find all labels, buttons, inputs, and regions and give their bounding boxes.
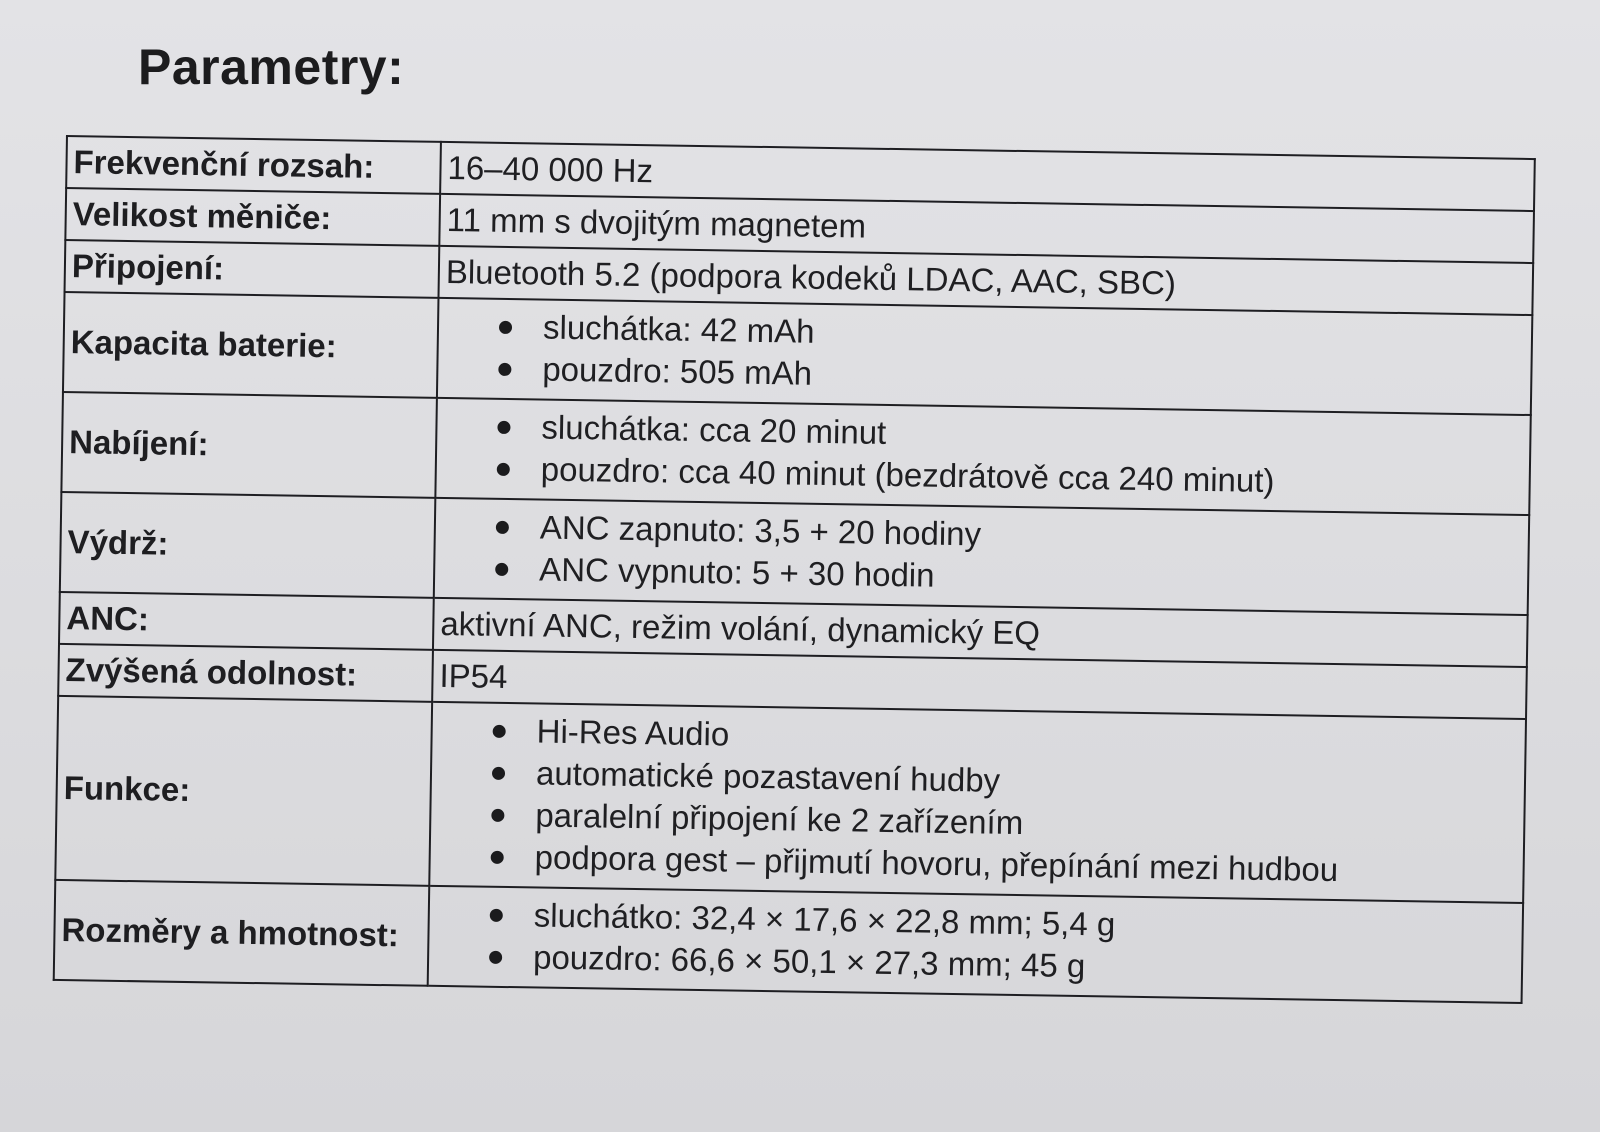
table-row-features (55, 696, 1526, 903)
page-title: Parametry: (138, 39, 405, 95)
row-label: Kapacita baterie: (63, 292, 439, 398)
list-item: automatické pozastavení hudby (536, 752, 1519, 809)
row-label: Zvýšená odolnost: (58, 644, 433, 702)
bullet-list (435, 887, 1516, 1002)
list-item: sluchátko: 32,4 × 17,6 × 22,8 mm; 5,4 g (533, 894, 1516, 951)
row-label: Frekvenční rozsah: (66, 136, 441, 194)
row-label: Výdrž: (60, 492, 436, 598)
row-value (429, 702, 1526, 903)
list-item: sluchátka: cca 20 minut (541, 407, 1524, 464)
row-label: Připojení: (65, 240, 440, 298)
bullet-list (436, 703, 1519, 902)
list-item: pouzdro: cca 40 minut (bezdrátově cca 240 minut) (540, 449, 1523, 506)
row-value (437, 298, 1532, 415)
row-label: Funkce: (55, 696, 432, 886)
list-item: pouzdro: 66,6 × 50,1 × 27,3 mm; 45 g (533, 936, 1516, 993)
row-value: Bluetooth 5.2 (podpora kodeků LDAC, AAC, SBC) (438, 246, 1533, 315)
list-item: Hi-Res Audio (536, 710, 1519, 767)
parameters-table (53, 135, 1536, 1004)
bullet-list (442, 399, 1523, 514)
row-value: 11 mm s dvojitým magnetem (439, 194, 1534, 263)
bullet-list (444, 299, 1525, 414)
list-item: ANC vypnuto: 5 + 30 hodin (539, 548, 1522, 605)
list-item: podpora gest – přijmutí hovoru, přepínání mezi hudbou (534, 836, 1517, 893)
list-item: paralelní připojení ke 2 zařízením (535, 794, 1518, 851)
row-label: Velikost měniče: (65, 188, 440, 246)
row-value (435, 398, 1530, 515)
row-label: ANC: (59, 592, 434, 650)
row-value (428, 886, 1523, 1003)
row-label: Rozměry a hmotnost: (54, 880, 430, 986)
list-item: ANC zapnuto: 3,5 + 20 hodiny (540, 506, 1523, 563)
row-value: IP54 (432, 650, 1527, 719)
row-label: Nabíjení: (61, 392, 437, 498)
list-item: pouzdro: 505 mAh (542, 349, 1525, 406)
list-item: sluchátka: 42 mAh (543, 307, 1526, 364)
row-value: aktivní ANC, režim volání, dynamický EQ (433, 598, 1528, 667)
row-value (434, 498, 1529, 615)
bullet-list (441, 499, 1522, 614)
row-value: 16–40 000 Hz (440, 142, 1535, 211)
